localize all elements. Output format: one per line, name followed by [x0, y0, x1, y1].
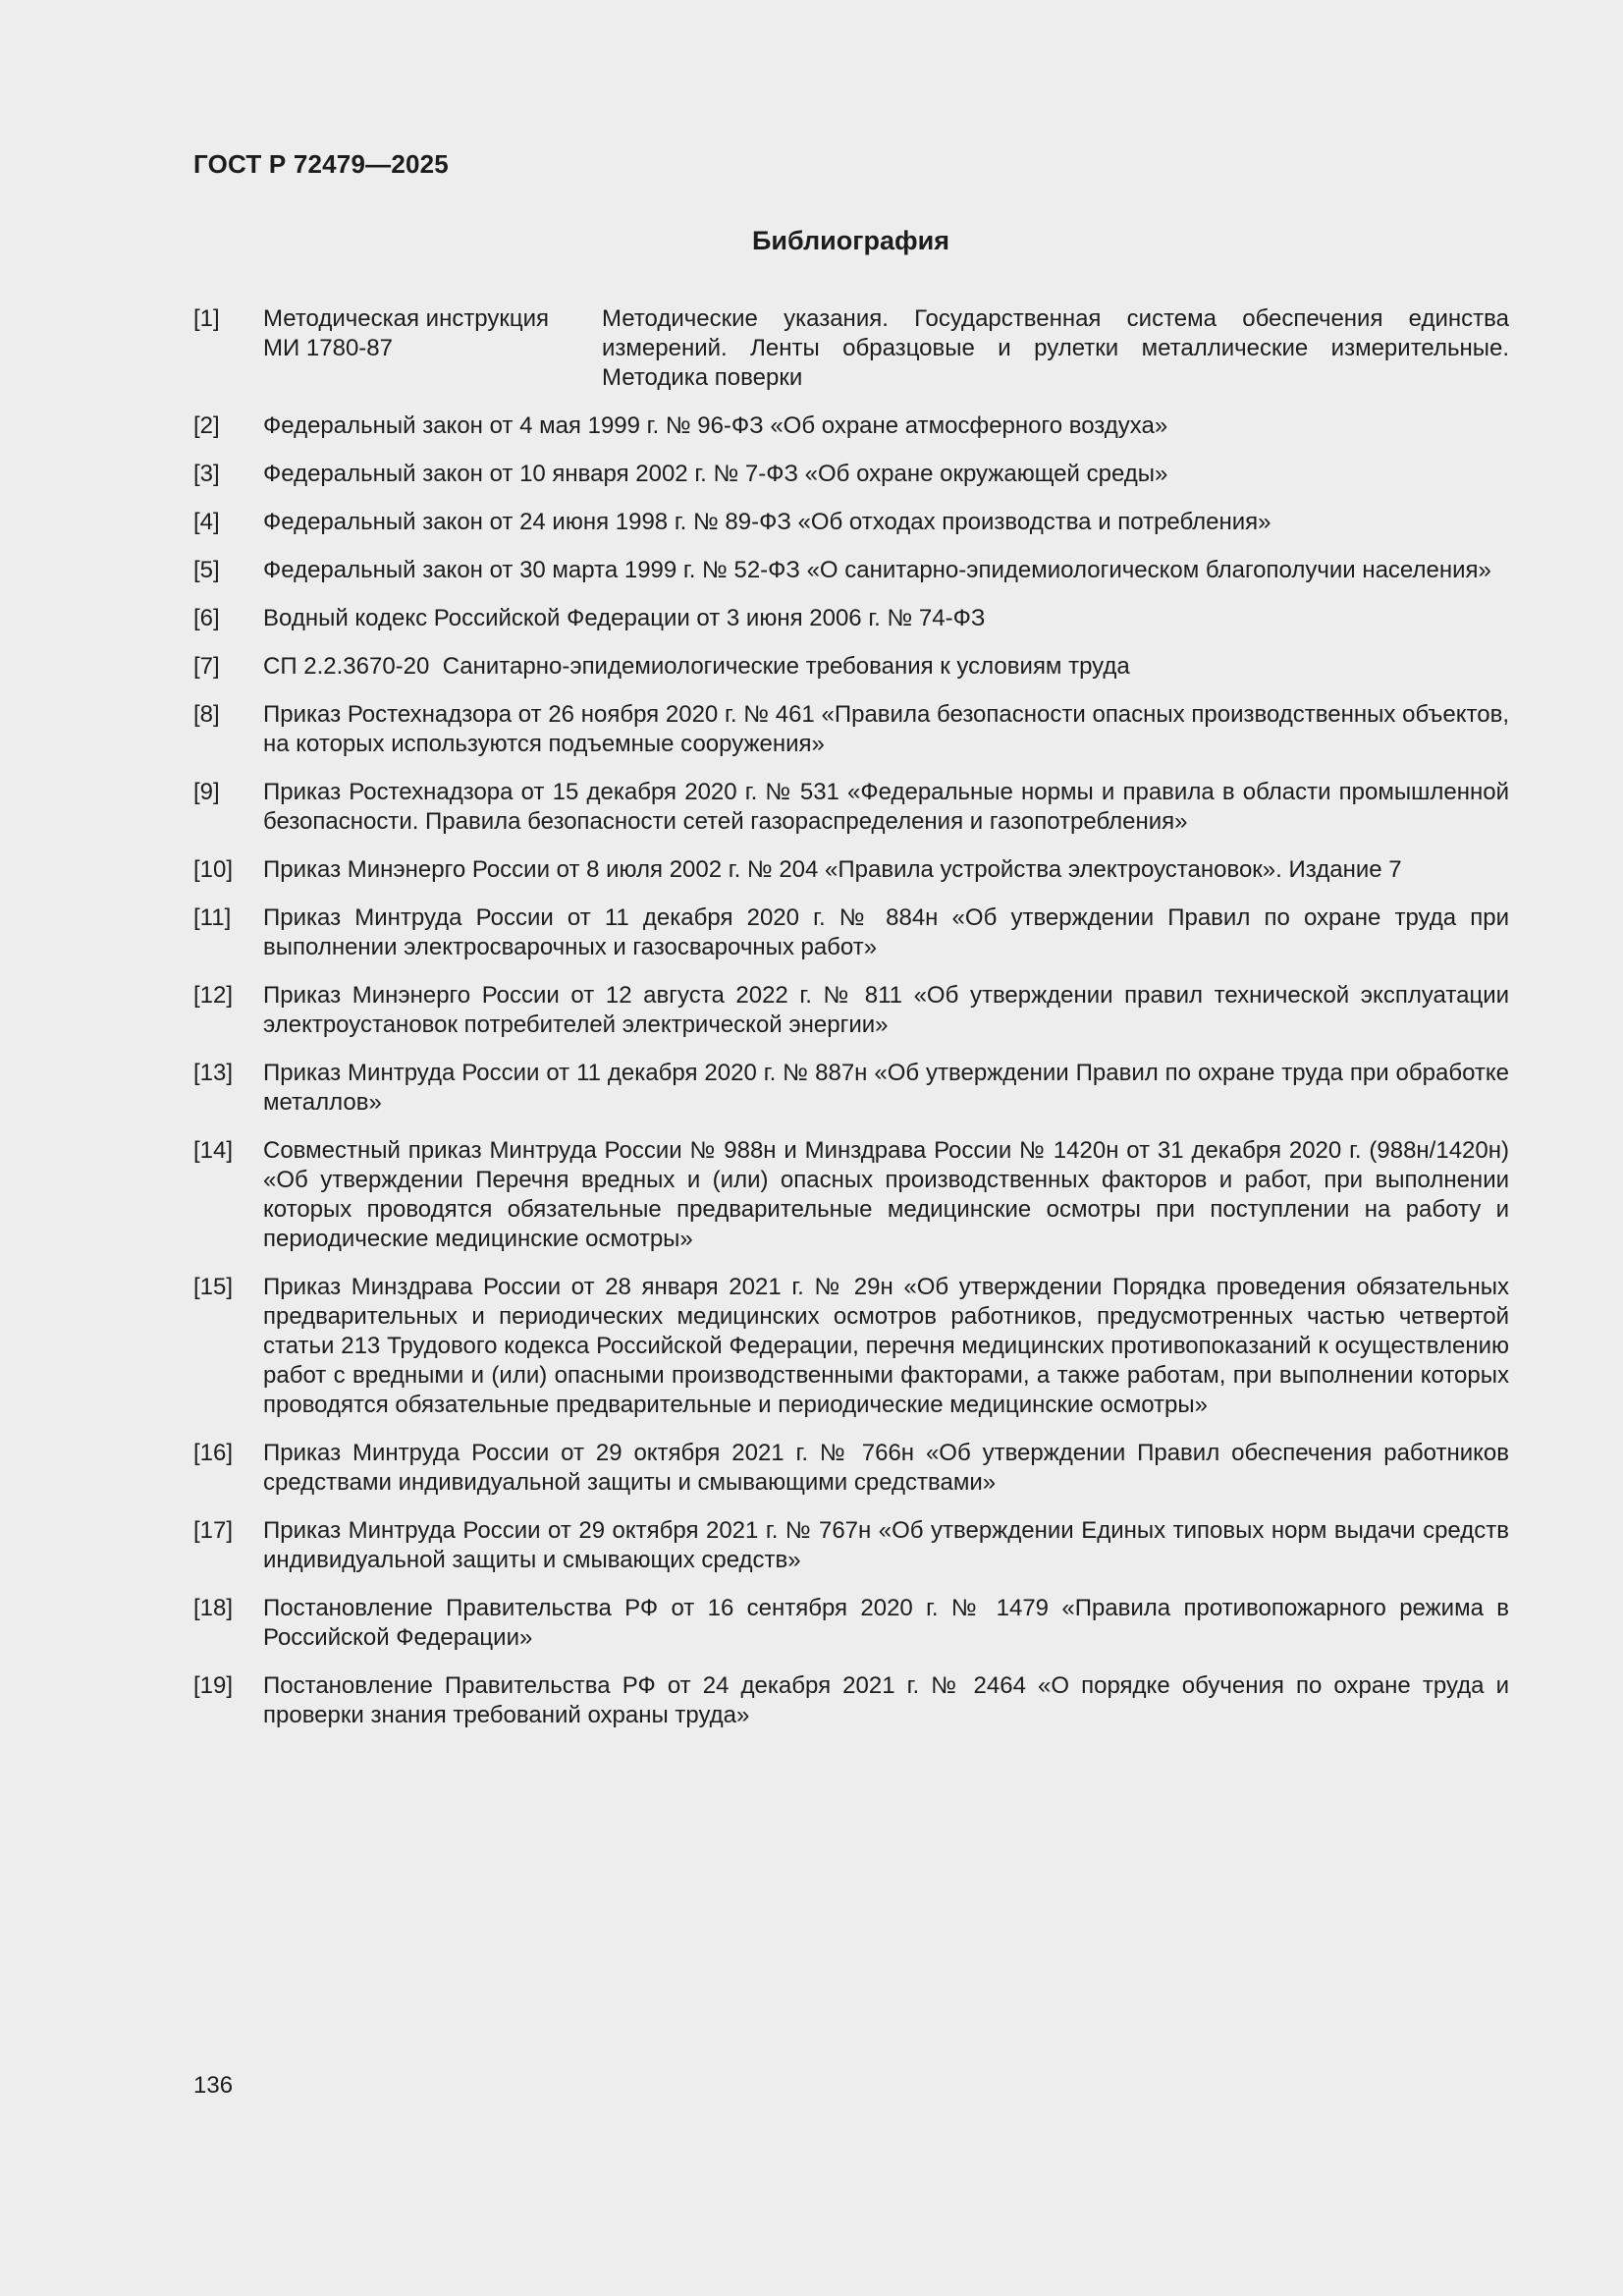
entry-text: Приказ Ростехнадзора от 26 ноября 2020 г. № 461 «Правила безопасности опасных производственных объектов, на которых используются подъемные сооружения» — [263, 701, 1509, 757]
bibliography-entry — [193, 1516, 1509, 1575]
entry-text: Приказ Минэнерго России от 12 августа 2022 г. № 811 «Об утверждении правил технической эксплуатации электроустановок потребителей электрической энергии» — [263, 982, 1509, 1038]
bibliography-entry — [193, 1136, 1509, 1254]
entry-number: [15] — [193, 1274, 234, 1300]
bibliography-entry — [193, 981, 1509, 1040]
bibliography-entry — [193, 652, 1509, 682]
entry-text: Приказ Минэнерго России от 8 июля 2002 г. № 204 «Правила устройства электроустановок». Издание 7 — [263, 856, 1402, 883]
entry-label: Методическая инструкция МИ 1780-87 — [263, 305, 550, 361]
entry-number: [6] — [193, 605, 220, 631]
bibliography-entry — [193, 1671, 1509, 1730]
entry-text: Водный кодекс Российской Федерации от 3 июня 2006 г. № 74-ФЗ — [263, 605, 986, 631]
entry-text: Федеральный закон от 10 января 2002 г. № 7-ФЗ «Об охране окружающей среды» — [263, 461, 1168, 487]
entry-number: [8] — [193, 701, 220, 728]
entry-text: Федеральный закон от 4 мая 1999 г. № 96-ФЗ «Об охране атмосферного воздуха» — [263, 412, 1168, 439]
bibliography-entry — [193, 604, 1509, 633]
entry-text: Приказ Ростехнадзора от 15 декабря 2020 г. № 531 «Федеральные нормы и правила в области промышленной безопасности. Правила безопасности сетей газораспределения и газопотребления» — [263, 779, 1509, 835]
entry-number: [16] — [193, 1440, 234, 1466]
entry-text: Федеральный закон от 24 июня 1998 г. № 89-ФЗ «Об отходах производства и потребления» — [263, 509, 1271, 535]
entry-text: Постановление Правительства РФ от 16 сентября 2020 г. № 1479 «Правила противопожарного режима в Российской Федерации» — [263, 1595, 1509, 1651]
entry-text: Приказ Минтруда России от 29 октября 2021 г. № 767н «Об утверждении Единых типовых норм выдачи средств индивидуальной защиты и смывающих средств» — [263, 1517, 1509, 1573]
bibliography-entry — [193, 855, 1509, 885]
bibliography-entry — [193, 411, 1509, 441]
entry-number: [19] — [193, 1672, 234, 1699]
document-header: ГОСТ Р 72479—2025 — [193, 149, 449, 179]
entry-text: СП 2.2.3670-20 Санитарно-эпидемиологические требования к условиям труда — [263, 653, 1130, 680]
bibliography-entry — [193, 460, 1509, 489]
bibliography-entry — [193, 508, 1509, 537]
bibliography-entry — [193, 1594, 1509, 1653]
page-number: 136 — [193, 2072, 234, 2099]
entry-number: [2] — [193, 412, 220, 439]
bibliography-entry — [193, 1059, 1509, 1118]
bibliography-entry — [193, 1439, 1509, 1498]
entry-number: [9] — [193, 779, 220, 805]
entry-number: [13] — [193, 1060, 234, 1086]
entry-number: [7] — [193, 653, 220, 680]
entry-text: Совместный приказ Минтруда России № 988н и Минздрава России № 1420н от 31 декабря 2020 г. (988н/1420н) «Об утверждении Перечня вредных и (или) опасных производственных факторов и работ, при выполнении которых проводятся обязательные предварительные медицинские осмотры при поступлении на работу и периодические медицинские осмотры» — [263, 1137, 1509, 1252]
entry-text: Приказ Минтруда России от 11 декабря 2020 г. № 884н «Об утверждении Правил по охране труда при выполнении электросварочных и газосварочных работ» — [263, 904, 1509, 960]
entry-number: [14] — [193, 1137, 234, 1164]
entry-number: [10] — [193, 856, 234, 883]
entry-number: [18] — [193, 1595, 234, 1621]
entry-text: Постановление Правительства РФ от 24 декабря 2021 г. № 2464 «О порядке обучения по охране труда и проверки знания требований охраны труда» — [263, 1672, 1509, 1728]
page-title: Библиография — [752, 226, 949, 255]
entry-text: Федеральный закон от 30 марта 1999 г. № 52-ФЗ «О санитарно-эпидемиологическом благополучии населения» — [263, 557, 1491, 583]
bibliography-entry — [193, 1273, 1509, 1420]
entry-text: Приказ Минтруда России от 29 октября 2021 г. № 766н «Об утверждении Правил обеспечения работников средствами индивидуальной защиты и смывающими средствами» — [263, 1440, 1509, 1496]
entry-number: [1] — [193, 305, 220, 332]
entry-number: [17] — [193, 1517, 234, 1544]
entry-number: [3] — [193, 461, 220, 487]
entry-text: Приказ Минздрава России от 28 января 2021 г. № 29н «Об утверждении Порядка проведения обязательных предварительных и периодических медицинских осмотров работников, предусмотренных частью четвертой статьи 213 Трудового кодекса Российской Федерации, перечня медицинских противопоказаний к осуществлению работ с вредными и (или) опасными производственными факторами, а также работам, при выполнении которых проводятся обязательные предварительные и периодические медицинские осмотры» — [263, 1274, 1509, 1418]
bibliography-list — [193, 304, 1509, 1749]
bibliography-entry — [193, 304, 1509, 393]
bibliography-entry — [193, 556, 1509, 585]
entry-number: [5] — [193, 557, 220, 583]
bibliography-entry — [193, 903, 1509, 962]
entry-text: Приказ Минтруда России от 11 декабря 2020 г. № 887н «Об утверждении Правил по охране труда при обработке металлов» — [263, 1060, 1509, 1116]
entry-number: [4] — [193, 509, 220, 535]
entry-number: [11] — [193, 904, 232, 931]
bibliography-entry — [193, 700, 1509, 759]
entry-number: [12] — [193, 982, 234, 1009]
bibliography-entry — [193, 778, 1509, 837]
entry-text: Методические указания. Государственная система обеспечения единства измерений. Ленты образцовые и рулетки металлические измерительные. Методика поверки — [602, 305, 1509, 391]
